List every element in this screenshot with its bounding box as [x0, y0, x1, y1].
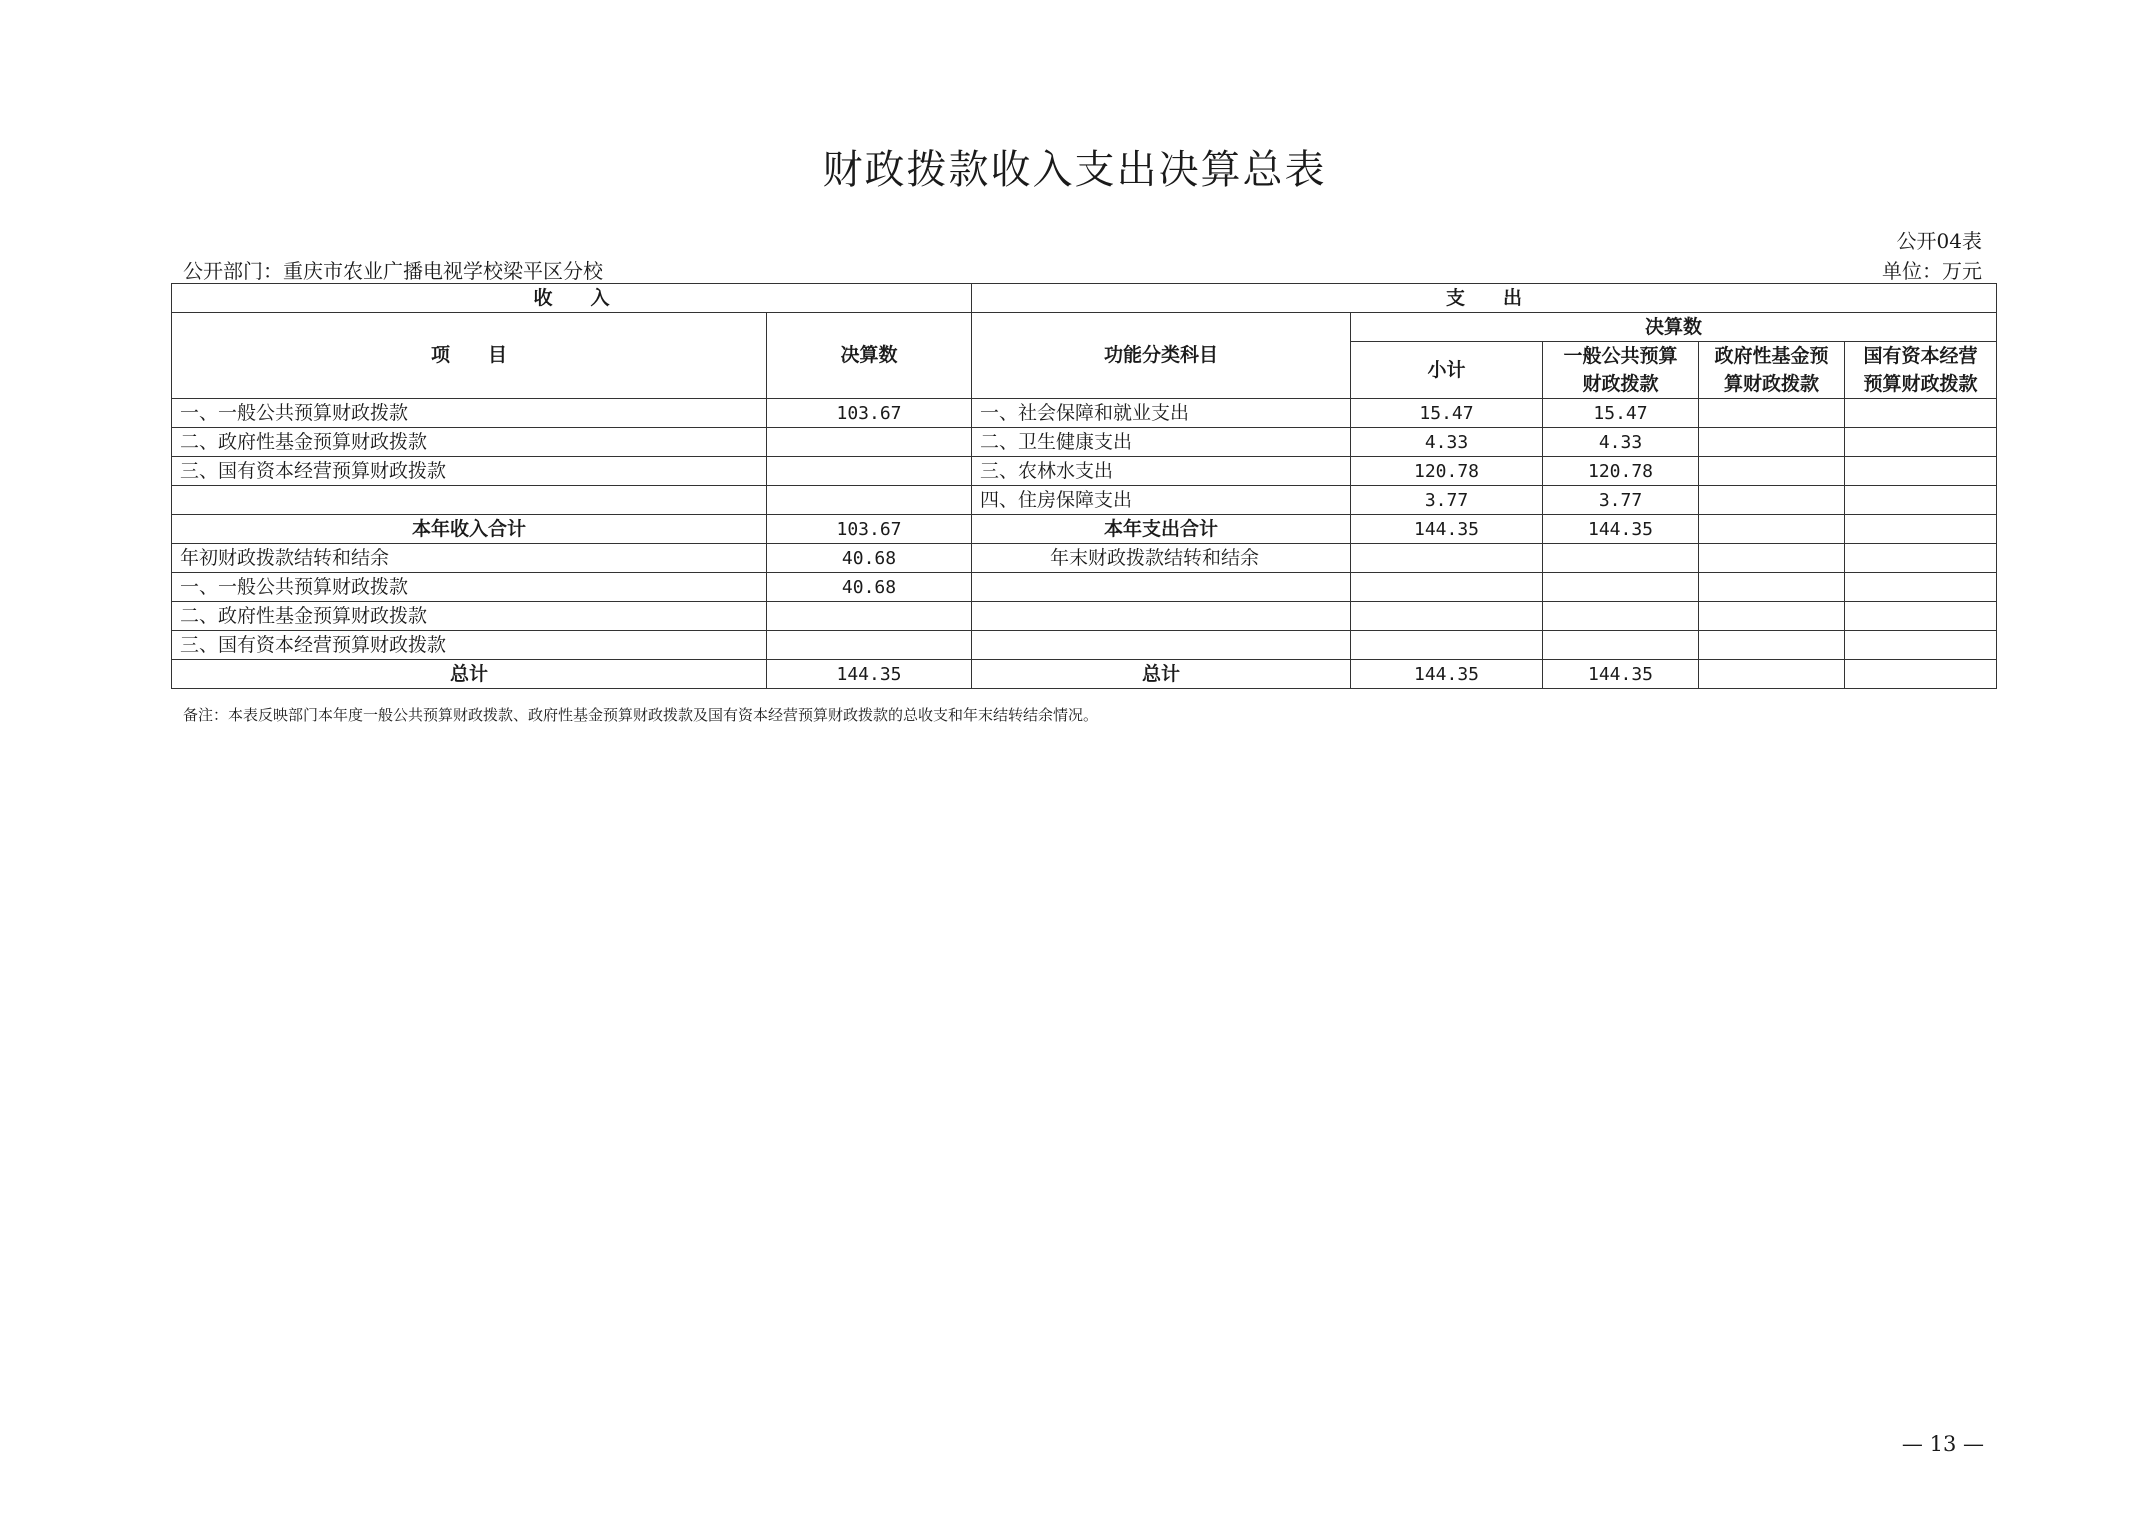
expense-total-label: 本年支出合计 — [972, 515, 1351, 544]
expense-subtotal: 15.47 — [1351, 399, 1543, 428]
budget-amount-header: 决算数 — [1351, 313, 1997, 342]
income-grand-total-label: 总计 — [172, 660, 767, 689]
general-budget-header-line2: 财政拨款 — [1582, 373, 1659, 395]
expense-subtotal — [1351, 544, 1543, 573]
expense-subtotal: 144.35 — [1351, 515, 1543, 544]
expense-subtotal: 144.35 — [1351, 660, 1543, 689]
expense-state-capital — [1845, 457, 1997, 486]
expense-state-capital — [1845, 544, 1997, 573]
page-number: — 13 — — [1901, 1432, 1984, 1456]
table-row — [172, 573, 1997, 602]
item-header: 项 目 — [172, 313, 767, 399]
income-item: 三、国有资本经营预算财政拨款 — [172, 457, 767, 486]
expense-general: 3.77 — [1543, 486, 1699, 515]
table-header-row — [172, 284, 1997, 313]
table-row — [172, 515, 1997, 544]
expense-item: 一、社会保障和就业支出 — [972, 399, 1351, 428]
income-amount — [767, 457, 972, 486]
expense-subtotal: 3.77 — [1351, 486, 1543, 515]
income-amount: 103.67 — [767, 515, 972, 544]
income-item: 年初财政拨款结转和结余 — [172, 544, 767, 573]
income-amount — [767, 486, 972, 515]
income-item: 三、国有资本经营预算财政拨款 — [172, 631, 767, 660]
budget-table — [171, 283, 1997, 689]
income-item: 一、一般公共预算财政拨款 — [172, 573, 767, 602]
state-capital-header-line1: 国有资本经营 — [1863, 345, 1978, 367]
income-amount: 144.35 — [767, 660, 972, 689]
expense-gov-fund — [1699, 573, 1845, 602]
table-row — [172, 631, 1997, 660]
income-amount — [767, 602, 972, 631]
expense-item: 四、住房保障支出 — [972, 486, 1351, 515]
expense-general — [1543, 631, 1699, 660]
expense-general — [1543, 573, 1699, 602]
income-item — [172, 486, 767, 515]
table-row — [172, 428, 1997, 457]
income-item: 一、一般公共预算财政拨款 — [172, 399, 767, 428]
expense-item — [972, 631, 1351, 660]
expense-state-capital — [1845, 515, 1997, 544]
func-item-header: 功能分类科目 — [972, 313, 1351, 399]
income-amount — [767, 428, 972, 457]
expense-state-capital — [1845, 660, 1997, 689]
expense-subtotal — [1351, 573, 1543, 602]
table-row — [172, 486, 1997, 515]
footnote: 备注：本表反映部门本年度一般公共预算财政拨款、政府性基金预算财政拨款及国有资本经营预算财政拨款的总收支和年末结转结余情况。 — [183, 706, 1099, 724]
expense-subtotal — [1351, 602, 1543, 631]
income-amount: 103.67 — [767, 399, 972, 428]
expense-general — [1543, 544, 1699, 573]
expense-gov-fund — [1699, 631, 1845, 660]
expense-general: 144.35 — [1543, 515, 1699, 544]
expense-gov-fund — [1699, 399, 1845, 428]
income-total-label: 本年收入合计 — [172, 515, 767, 544]
expense-state-capital — [1845, 428, 1997, 457]
expense-item: 三、农林水支出 — [972, 457, 1351, 486]
state-capital-header-line2: 预算财政拨款 — [1863, 373, 1978, 395]
expense-header: 支 出 — [972, 284, 1997, 313]
expense-general: 120.78 — [1543, 457, 1699, 486]
income-item: 二、政府性基金预算财政拨款 — [172, 602, 767, 631]
table-row — [172, 399, 1997, 428]
gov-fund-header-line2: 算财政拨款 — [1724, 373, 1820, 395]
expense-item: 二、卫生健康支出 — [972, 428, 1351, 457]
expense-state-capital — [1845, 399, 1997, 428]
expense-general: 4.33 — [1543, 428, 1699, 457]
department-label: 公开部门：重庆市农业广播电视学校梁平区分校 — [183, 259, 603, 283]
expense-general — [1543, 602, 1699, 631]
gov-fund-header-line1: 政府性基金预 — [1714, 345, 1829, 367]
expense-gov-fund — [1699, 457, 1845, 486]
table-row — [172, 544, 1997, 573]
expense-general: 15.47 — [1543, 399, 1699, 428]
expense-gov-fund — [1699, 486, 1845, 515]
income-amount — [767, 631, 972, 660]
general-budget-header — [1543, 342, 1699, 399]
page-title: 财政拨款收入支出决算总表 — [822, 147, 1327, 193]
expense-gov-fund — [1699, 660, 1845, 689]
gov-fund-header — [1699, 342, 1845, 399]
subtotal-header: 小计 — [1351, 342, 1543, 399]
table-row — [172, 457, 1997, 486]
expense-state-capital — [1845, 573, 1997, 602]
state-capital-header — [1845, 342, 1997, 399]
income-amount: 40.68 — [767, 573, 972, 602]
table-header-row — [172, 313, 1997, 342]
table-row — [172, 660, 1997, 689]
expense-gov-fund — [1699, 602, 1845, 631]
expense-item — [972, 602, 1351, 631]
expense-general: 144.35 — [1543, 660, 1699, 689]
expense-state-capital — [1845, 602, 1997, 631]
form-number: 公开04表 — [1896, 229, 1982, 253]
expense-subtotal: 120.78 — [1351, 457, 1543, 486]
table-row — [172, 602, 1997, 631]
general-budget-header-line1: 一般公共预算 — [1563, 345, 1678, 367]
income-amount: 40.68 — [767, 544, 972, 573]
expense-gov-fund — [1699, 515, 1845, 544]
amount-header: 决算数 — [767, 313, 972, 399]
expense-item — [972, 573, 1351, 602]
unit-label: 单位：万元 — [1882, 259, 1982, 283]
expense-gov-fund — [1699, 428, 1845, 457]
expense-grand-total-label: 总计 — [972, 660, 1351, 689]
income-item: 二、政府性基金预算财政拨款 — [172, 428, 767, 457]
expense-state-capital — [1845, 631, 1997, 660]
expense-gov-fund — [1699, 544, 1845, 573]
expense-state-capital — [1845, 486, 1997, 515]
expense-subtotal — [1351, 631, 1543, 660]
income-header: 收 入 — [172, 284, 972, 313]
expense-subtotal: 4.33 — [1351, 428, 1543, 457]
expense-item: 年末财政拨款结转和结余 — [972, 544, 1351, 573]
